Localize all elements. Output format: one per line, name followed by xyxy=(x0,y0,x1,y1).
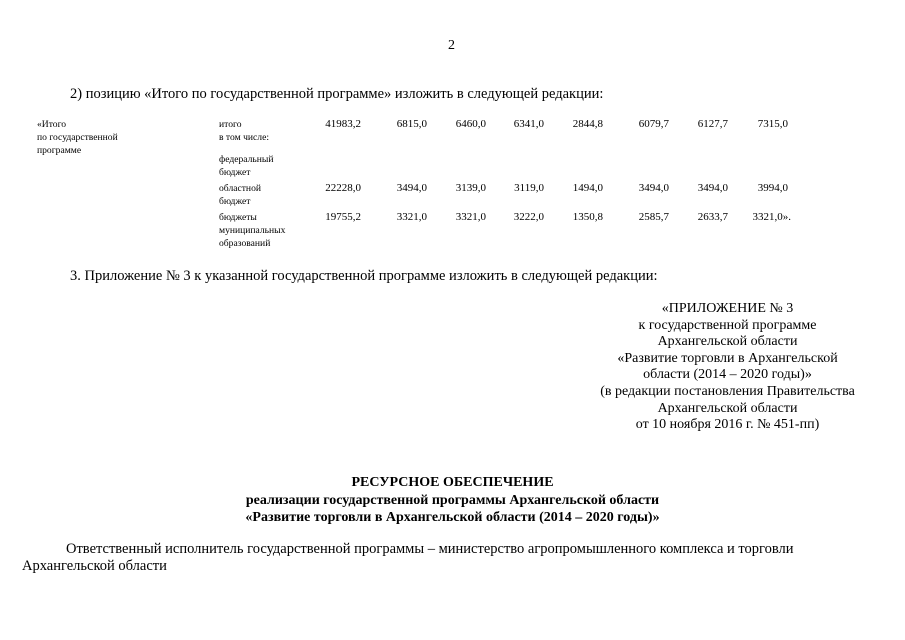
row-label-federal xyxy=(219,153,274,179)
row-label-line: итого xyxy=(219,119,242,130)
appendix-line: к государственной программе xyxy=(638,317,817,333)
table-cell: 3494,0 xyxy=(638,182,669,194)
table-cell: 1494,0 xyxy=(572,182,603,194)
table-cell: 3494,0 xyxy=(396,182,427,194)
appendix-line: «Развитие торговли в Архангельской xyxy=(617,350,838,366)
row-label-line: областной xyxy=(219,183,262,194)
appendix-line: Архангельской области xyxy=(657,400,798,416)
row-label-line: в том числе: xyxy=(219,132,270,143)
table-cell: 3321,0 xyxy=(396,211,427,223)
appendix-line: от 10 ноября 2016 г. № 451-пп) xyxy=(635,417,820,433)
heading-line: «Развитие торговли в Архангельской области (2014 – 2020 годы)» xyxy=(245,510,660,525)
row-label-line: бюджет xyxy=(219,196,251,207)
row-label-line: образований xyxy=(219,238,271,249)
item-2-text: 2) позицию «Итого по государственной программе» изложить в следующей редакции: xyxy=(70,86,604,102)
appendix-line: «ПРИЛОЖЕНИЕ № 3 xyxy=(661,301,794,316)
table-cell: 2585,7 xyxy=(638,211,669,223)
row-label-municipal xyxy=(219,211,285,250)
table-label-line: программе xyxy=(37,145,82,156)
table-cell: 6341,0 xyxy=(513,118,544,130)
section-heading xyxy=(0,474,905,527)
table-cell: 2844,8 xyxy=(572,118,603,130)
table-cell: 6815,0 xyxy=(396,118,427,130)
table-label-line: по государственной xyxy=(37,132,118,143)
table-cell: 3994,0 xyxy=(757,182,788,194)
table-cell: 19755,2 xyxy=(325,211,361,223)
table-cell: 3119,0 xyxy=(514,182,544,194)
table-label-line: «Итого xyxy=(37,119,67,130)
appendix-line: Архангельской области xyxy=(657,334,798,350)
table-cell: 6460,0 xyxy=(455,118,486,130)
table-cell: 3321,0 xyxy=(455,211,486,223)
row-label-total xyxy=(219,118,269,144)
table-cell: 6127,7 xyxy=(697,118,728,130)
appendix-header xyxy=(560,301,895,434)
item-3-text: 3. Приложение № 3 к указанной государственной программе изложить в следующей редакции: xyxy=(70,268,658,284)
table-cell: 6079,7 xyxy=(638,118,669,130)
executor-line-1: Ответственный исполнитель государственной программы – министерство агропромышленного комплекса и торговли xyxy=(66,541,794,557)
row-label-line: муниципальных xyxy=(219,225,286,236)
row-label-line: бюджет xyxy=(219,167,251,178)
appendix-line: (в редакции постановления Правительства xyxy=(600,383,855,399)
table-label xyxy=(37,118,118,157)
page-number: 2 xyxy=(448,38,455,53)
heading-line: РЕСУРСНОЕ ОБЕСПЕЧЕНИЕ xyxy=(351,475,554,490)
table-cell: 3222,0 xyxy=(513,211,544,223)
row-label-line: федеральный xyxy=(219,154,274,165)
table-cell: 2633,7 xyxy=(697,211,728,223)
table-cell: 1350,8 xyxy=(572,211,603,223)
appendix-line: области (2014 – 2020 годы)» xyxy=(643,367,812,383)
row-label-line: бюджеты xyxy=(219,212,257,223)
table-cell: 22228,0 xyxy=(325,182,361,194)
table-cell: 3139,0 xyxy=(455,182,486,194)
heading-line: реализации государственной программы Архангельской области xyxy=(245,492,660,508)
table-cell: 3321,0». xyxy=(752,211,791,223)
table-cell: 3494,0 xyxy=(697,182,728,194)
table-cell: 41983,2 xyxy=(325,118,361,130)
table-cell: 7315,0 xyxy=(757,118,788,130)
executor-line-2: Архангельской области xyxy=(22,558,167,574)
row-label-regional xyxy=(219,182,261,208)
